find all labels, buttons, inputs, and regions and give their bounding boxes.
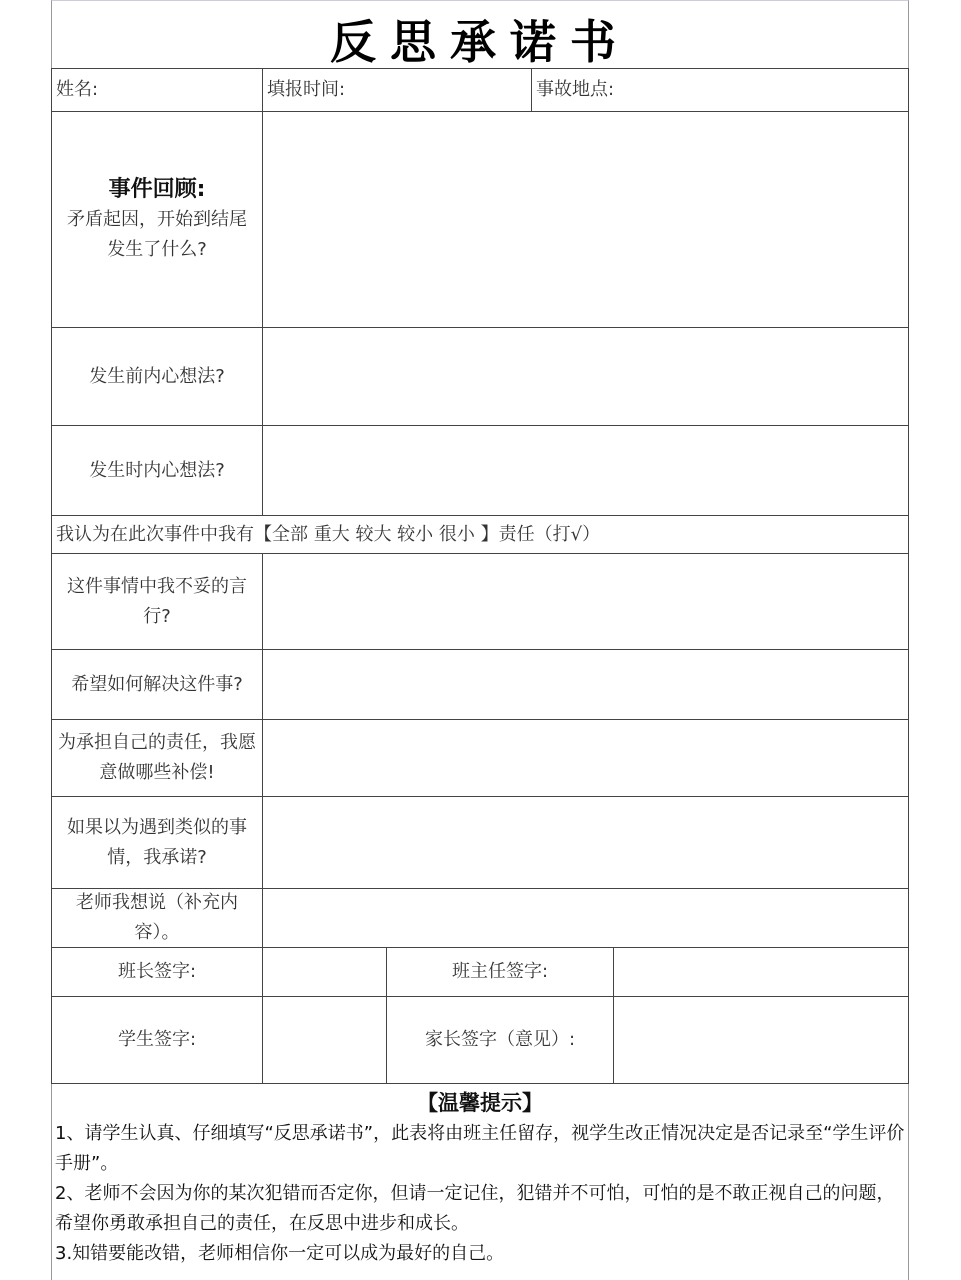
monitor-signature-input[interactable]: [262, 947, 387, 997]
head-teacher-signature-input[interactable]: [613, 947, 909, 997]
resolve-label: 希望如何解决这件事?: [51, 649, 263, 720]
parent-signature-input[interactable]: [613, 996, 909, 1084]
compensate-input[interactable]: [262, 719, 909, 797]
teacher-note-label: 老师我想说（补充内容）。: [51, 888, 263, 948]
parent-signature-label: 家长签字（意见）:: [386, 996, 614, 1084]
during-thoughts-input[interactable]: [262, 425, 909, 516]
compensate-label: 为承担自己的责任，我愿意做哪些补偿!: [51, 719, 263, 797]
student-signature-label: 学生签字:: [51, 996, 263, 1084]
incident-place-field[interactable]: 事故地点:: [531, 68, 909, 112]
event-review-label: [51, 111, 263, 328]
event-review-line2: 发生了什么?: [107, 238, 207, 260]
head-teacher-signature-label: 班主任签字:: [386, 947, 614, 997]
tip-item: 2、老师不会因为你的某次犯错而否定你，但请一定记住，犯错并不可怕，可怕的是不敢正视自己的问题，希望你勇敢承担自己的责任，在反思中进步和成长。: [55, 1183, 895, 1234]
promise-label: 如果以为遇到类似的事情，我承诺?: [51, 796, 263, 889]
monitor-signature-label: 班长签字:: [51, 947, 263, 997]
tips-heading: 【温馨提示】: [417, 1091, 543, 1115]
before-thoughts-input[interactable]: [262, 327, 909, 426]
student-signature-input[interactable]: [262, 996, 387, 1084]
fill-time-field[interactable]: 填报时间:: [262, 68, 532, 112]
improper-behavior-label: 这件事情中我不妥的言行?: [51, 553, 263, 650]
name-field[interactable]: 姓名:: [51, 68, 263, 112]
improper-behavior-input[interactable]: [262, 553, 909, 650]
before-thoughts-label: 发生前内心想法?: [51, 327, 263, 426]
during-thoughts-label: 发生时内心想法?: [51, 425, 263, 516]
resolve-input[interactable]: [262, 649, 909, 720]
event-review-line1: 矛盾起因，开始到结尾: [67, 208, 247, 230]
responsibility-row[interactable]: 我认为在此次事件中我有【全部 重大 较大 较小 很小 】责任（打√）: [51, 515, 909, 554]
tips-section: [51, 1083, 909, 1273]
event-review-input[interactable]: [262, 111, 909, 328]
tip-item: 1、请学生认真、仔细填写“反思承诺书”，此表将由班主任留存，视学生改正情况决定是否记录至“学生评价手册”。: [55, 1123, 905, 1174]
event-review-heading: 事件回顾:: [108, 176, 206, 202]
tip-item: 3.知错要能改错，老师相信你一定可以成为最好的自己。: [55, 1243, 505, 1264]
page-title: 反思承诺书: [330, 15, 630, 69]
teacher-note-input[interactable]: [262, 888, 909, 948]
promise-input[interactable]: [262, 796, 909, 889]
